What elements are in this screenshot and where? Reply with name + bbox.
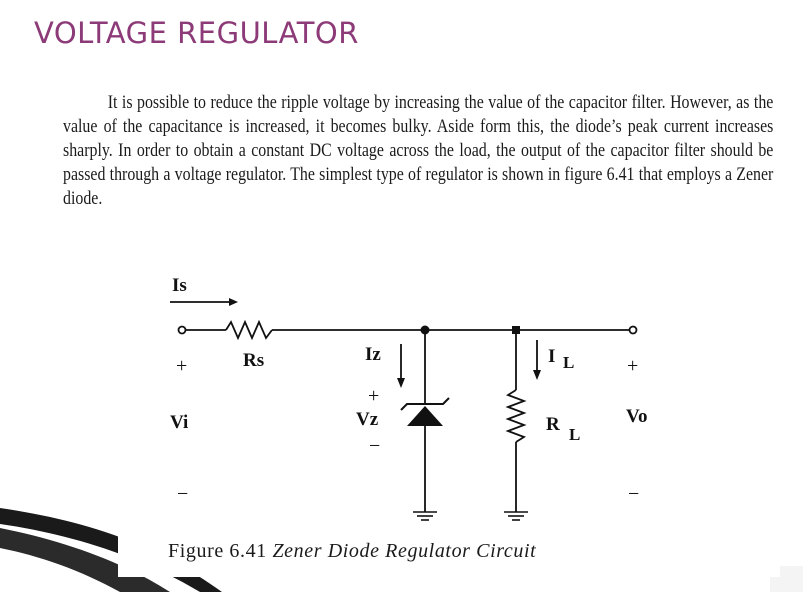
load-ground-icon [504,512,528,520]
load-resistor-subscript: L [569,425,581,444]
source-current-arrow [170,298,238,306]
output-plus-sign: + [627,355,639,377]
load-resistor-label: R [546,414,560,435]
output-voltage-label: Vo [626,406,648,427]
zener-ground-icon [413,512,437,520]
zener-minus-sign: − [369,435,381,457]
output-minus-sign: − [628,483,640,505]
source-current-label: Is [172,275,187,296]
caption-number: Figure 6.41 [168,540,267,562]
caption-title: Zener Diode Regulator Circuit [272,540,537,562]
input-plus-sign: + [176,355,188,377]
input-voltage-label: Vi [170,412,189,433]
load-current-subscript: L [563,353,575,372]
body-paragraph: It is possible to reduce the ripple voltage by increasing the value of the capacitor filter. However, as the value of the capacitance is increased, it becomes bulky. Aside form this, the diode’s peak current increases sharply. In order to obtain a constant DC voltage across the load, the output of the capacitor filter should be passed through a voltage regulator. The simplest type of regulator is shown in figure 6.41 that employs a Zener diode. [63,93,774,209]
zener-voltage-label: Vz [356,409,379,430]
slide-title: VOLTAGE REGULATOR [34,16,359,50]
input-minus-sign: − [177,483,189,505]
load-current-label: I [548,346,556,367]
zener-plus-sign: + [368,385,380,407]
series-resistor-label: Rs [243,350,265,371]
load-current-arrow [533,340,541,380]
load-branch [508,330,524,512]
figure-caption [168,540,536,563]
top-wire [179,322,637,338]
zener-current-arrow [397,344,405,388]
zener-current-label: Iz [365,344,381,365]
